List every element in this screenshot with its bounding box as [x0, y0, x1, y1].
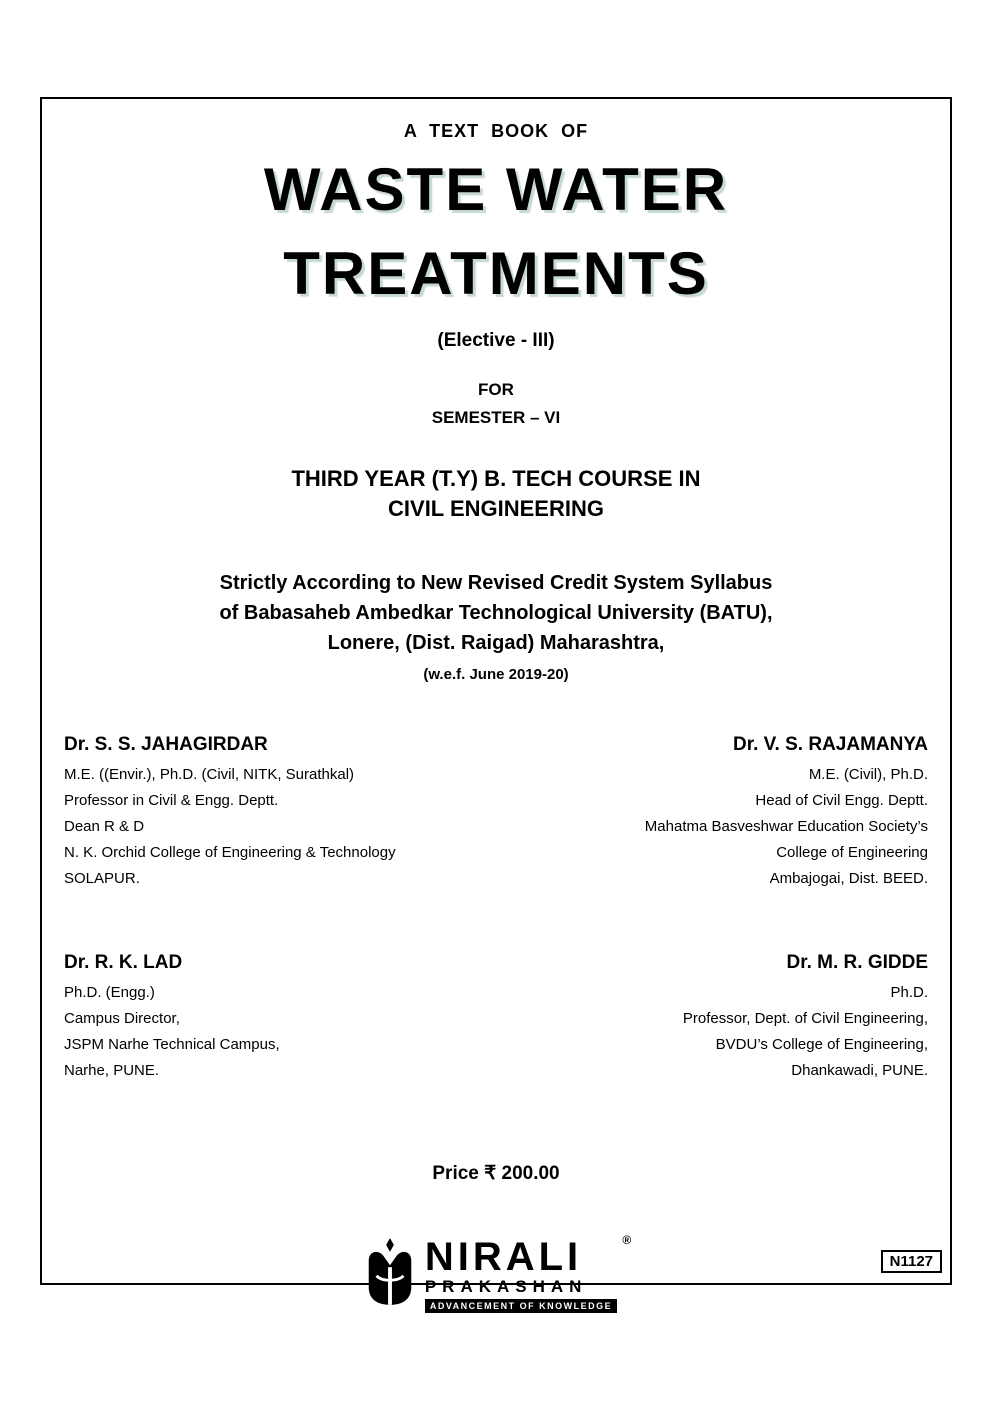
book-code-badge: N1127	[881, 1250, 942, 1273]
publisher-logo-text	[424, 1233, 632, 1313]
price-label: Price ₹ 200.00	[432, 1163, 560, 1184]
publisher-tagline: ADVANCEMENT OF KNOWLEDGE	[425, 1299, 617, 1313]
publisher-logo	[361, 1233, 632, 1313]
course-line1: THIRD YEAR (T.Y) B. TECH COURSE IN	[291, 466, 701, 491]
author-detail: Head of Civil Engg. Deptt.	[755, 792, 928, 809]
publisher-subname: PRAKASHAN	[424, 1277, 588, 1296]
semester-label: SEMESTER – VI	[431, 408, 561, 427]
course-line2: CIVIL ENGINEERING	[388, 496, 604, 521]
publisher-name: NIRALI	[424, 1235, 583, 1279]
elective-label: (Elective - III)	[437, 330, 555, 351]
syllabus-effective-date: (w.e.f. June 2019-20)	[423, 666, 569, 683]
authors-section	[64, 732, 928, 1084]
author-detail: College of Engineering	[776, 844, 928, 861]
author-detail: Mahatma Basveshwar Education Society’s	[644, 818, 928, 835]
author-detail: Campus Director,	[64, 1010, 180, 1027]
syllabus-line2: of Babasaheb Ambedkar Technological University (BATU),	[219, 602, 773, 624]
author-detail: Dhankawadi, PUNE.	[791, 1062, 928, 1079]
author-detail: SOLAPUR.	[64, 870, 140, 887]
author-detail: M.E. ((Envir.), Ph.D. (Civil, NITK, Surathkal)	[64, 766, 355, 783]
author-detail: Narhe, PUNE.	[64, 1062, 160, 1079]
book-cover-page	[40, 97, 952, 1311]
author-detail: Ph.D. (Engg.)	[64, 984, 155, 1001]
author-name: Dr. M. R. GIDDE	[786, 952, 928, 973]
author-detail: JSPM Narhe Technical Campus,	[64, 1036, 280, 1053]
syllabus-line3: Lonere, (Dist. Raigad) Maharashtra,	[327, 632, 665, 654]
author-detail: Professor in Civil & Engg. Deptt.	[64, 792, 279, 809]
author-detail: M.E. (Civil), Ph.D.	[808, 766, 928, 783]
book-title	[64, 148, 928, 316]
author-name: Dr. R. K. LAD	[64, 952, 183, 973]
author-block-rajamanya	[516, 732, 928, 892]
author-detail: Ph.D.	[890, 984, 928, 1001]
book-title-line2: TREATMENTS	[283, 240, 709, 307]
author-block-lad	[64, 950, 476, 1084]
author-name: Dr. V. S. RAJAMANYA	[733, 734, 928, 755]
author-detail: Dean R & D	[64, 818, 145, 835]
author-detail: N. K. Orchid College of Engineering & Technology	[64, 844, 396, 861]
nirali-logo-icon	[361, 1237, 419, 1307]
author-name: Dr. S. S. JAHAGIRDAR	[64, 734, 268, 755]
syllabus-line1: Strictly According to New Revised Credit System Syllabus	[219, 572, 773, 594]
syllabus-note	[64, 568, 928, 690]
course-title	[64, 464, 928, 524]
author-block-gidde	[516, 950, 928, 1084]
book-tagline: A TEXT BOOK OF	[403, 121, 589, 141]
author-detail: BVDU’s College of Engineering,	[715, 1036, 928, 1053]
book-title-line1: WASTE WATER	[263, 156, 729, 223]
for-label: FOR	[478, 380, 514, 399]
author-detail: Ambajogai, Dist. BEED.	[769, 870, 928, 887]
registered-trademark-icon: ®	[622, 1233, 632, 1247]
author-block-jahagirdar	[64, 732, 476, 892]
author-detail: Professor, Dept. of Civil Engineering,	[682, 1010, 928, 1027]
